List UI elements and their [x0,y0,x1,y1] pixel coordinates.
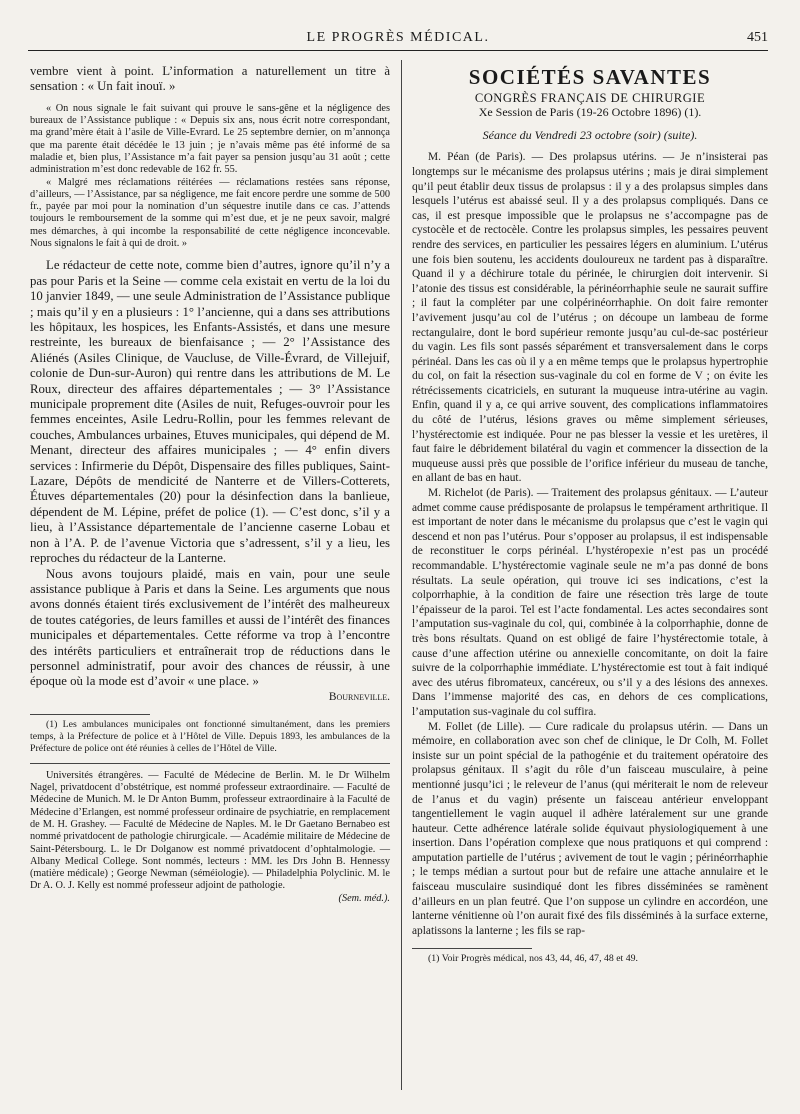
page-number: 451 [747,30,768,45]
congress-title: CONGRÈS FRANÇAIS DE CHIRURGIE [474,90,706,105]
column-separator [401,60,402,1090]
pean-paragraph: M. Péan (de Paris). — Des prolapsus utérins. — Je n’insisterai pas longtemps sur le mécanisme des prolapsus utérins ; mais je dirai simplement qu’il peut établir deux tissus de prolapsus : il y a des prolapsus simples dans lesquels l’utérus est abaissé seul. Il y a des prolapsus compliqués. Dans ce cas, il est presque impossible que le prolapsus ne s’accompagne pas de cystocèle et de rectocèle. Contre les prolapsus simples, les pessaires peuvent rendre des services, en particulier les pessaires légers en aluminium. L’utérus une fois bien soutenu, les accidents douloureux ne tardent pas à disparaître. Quand il y a déchirure totale du périnée, le chirurgien doit intervenir. Si l’atonie des tissus est considérable, la périnéorrhaphie seule ne saurait suffire ; il faut la compléter par une colpérinéorrhaphie. On doit faire remonter l’avivement jusqu’au col de l’utérus ; on découpe un lambeau de forme rectangulaire, dont le bord supérieur remonte jusqu’au cul-de-sac postérieur du vagin. Les fils sont passés séparément et transversalement dans le corps périnéal. Dans les cas où il y a en même temps que le prolapsus hypertrophie du col, on fait la résection sus-vaginale du col en forme de V ; on évite les rétrécissements cicatriciels, en suturant la muqueuse intra-utérine au vagin. Enfin, quand il y a, ce qui arrive souvent, des complications inflammatoires du côté de l’utérus, lésions graves ou même simplement sérieuses, l’hystérectomie est indiquée. Pour ne pas blesser la vessie et les uretères, il faut faire le débridement bilatéral du vagin et commencer la dissection de la muqueuse aussi près que possible de l’orifice inférieur du museau de tanche, en allant de bas en haut. [412,151,768,485]
left-footnote: (1) Les ambulances municipales ont fonctionné simultanément, dans les premiers temps, à la Préfecture de police et à l’Hôtel de Ville. Depuis 1893, les ambulances de la Préfecture de police ont été réunies à celles de l’Hôtel de Ville. [30,719,390,754]
richelot-paragraph: M. Richelot (de Paris). — Traitement des prolapsus génitaux. — L’auteur admet comme cause prédisposante de prolapsus le tempérament arthritique. Il est important de noter dans le mécanisme du prolapsus que c’est le vagin qui descend et non pas l’utérus. Pour s’opposer au prolapsus, il est indispensable de reconstituer le corps périnéal. L’hystéropexie n’est pas un procédé recommandable. L’hystérectomie vaginale seule ne m’a pas donné de bons résultats. La seule opération, qui trouve ici ses indications, c’est la colporrhaphie, à la condition de faire une résection très large de toute l’épaisseur de la paroi. Tel est l’acte fondamental. Les actes secondaires sont l’amputation sus-vaginale du col, qui, combinée à la colporrhaphie, donne de très bons résultats. Quand on est obligé de faire l’hystérectomie totale, à cause d’une affection utérine ou annexielle concomitante, on doit la faire suivre de la colporrhaphie immédiate. L’hystérectomie est tout à fait indiqué avec des utérus fibromateux, cancéreux, ou s’il y a des lésions des annexes. Dans l’immense majorité des cas, en dehors de ces complications, l’amputation sus-vaginale du col suffira. [412,487,768,718]
source-credit: (Sem. méd.). [338,892,390,904]
quote-paragraph-2: « Malgré mes réclamations réitérées — réclamations restées sans réponse, d’ailleurs, — l’Assistance, par sa négligence, me fait encore perdre une somme de 500 fr., payée par moi pour la nomination d’un séquestre inutile dans ce cas. J’attends toujours le remboursement de la somme qui m’est due, et je ne peux savoir, malgré mes démarches, à qui incombe la responsabilité de cette négligence inconcevable. Nous signalons le fait à qui de droit. » [30,176,390,250]
section-title: SOCIÉTÉS SAVANTES [468,65,712,89]
quote-paragraph-1: « On nous signale le fait suivant qui prouve le sans-gêne et la négligence des bureaux de l’Assistance publique : « Depuis six ans, nous écrit notre correspondant, ma grand’mère était à l’asile de Ville-Evrard. Le 25 septembre dernier, on m’annonça que ma parente était décédée le 13 juin ; je n’avais même pas été informé de sa maladie et, bien plus, l’Assistance m’a fait payer sa pension jusqu’au 31 août ; cette administration m’est donc redevable de 162 fr. 55. [30,102,390,176]
header-rule [28,50,768,51]
session-line: Xe Session de Paris (19-26 Octobre 1896) (1). [478,105,702,120]
universites-etrangeres: Universités étrangères. — Faculté de Médecine de Berlin. M. le Dr Wilhelm Nagel, privatdocent d’obstétrique, est nommé professeur extraordinaire. — Faculté de Médecine de Munich. M. le Dr Anton Bumm, professeur extraordinaire à la Faculté de Médecine d’Erlangen, est nommé professeur ordinaire de psychiatrie, en remplacement de M. H. Grashey. — Faculté de Médecine de Naples. M. le Dr Gaetano Bernabeo est nommé privatdocent de pathologie chirurgicale. — Académie militaire de Médecine de Saint-Pétersbourg. L. le Dr Dolganow est nommé privatdocent d’ophtalmologie. — Albany Medical College. Sont nommés, lecteurs : MM. les Drs John B. Hennessy (matière médicale) ; George Newman (séméiologie). — Philadelphia Polyclinic. M. le Dr A. O. J. Kelly est nommé professeur adjoint de pathologie. [30,769,390,892]
left-column [30,64,390,905]
journal-title: LE PROGRÈS MÉDICAL. [306,30,490,45]
lead-paragraph: vembre vient à point. L’information a naturellement un titre à sensation : « Un fait inouï. » [30,64,390,94]
right-footnote-rule [412,948,532,949]
running-header [28,30,768,52]
footnote-rule [30,714,150,715]
body-paragraph-1: Le rédacteur de cette note, comme bien d’autres, ignore qu’il n’y a pas pour Paris et la Seine — comme cela existait en vertu de la loi du 10 janvier 1849, — une seule Administration de l’Assistance publique ; mais qu’il y en a plusieurs : 1° l’ancienne, qui a dans ses attributions les hôpitaux, les hospices, les Enfants-Assistés, et dans une mesure restreinte, les bureaux de bienfaisance ; — 2° l’Assistance des Aliénés (Asiles Clinique, de Vaucluse, de Ville-Évrard, de Villejuif, colonie de Dun-sur-Auron) qui rentre dans les attributions de M. Le Roux, directeur des affaires départementales ; — 3° l’Assistance municipale proprement dite (Asiles de nuit, Refuges-ouvroir pour les femmes enceintes, Asile Ledru-Rollin, pour les femmes relevant de couches, Ambulances urbaines, Etuves municipales, qui dépend de M. Menant, directeur des affaires municipales ; — 4° enfin divers services : Infirmerie du Dépôt, Dispensaire des filles publiques, Saint-Lazare, Dépôts de mendicité de Nanterre et de Villers-Cotterets, Étuves départementales (20) pour la désinfection dans la banlieue, dépendent de M. Lépine, préfet de police (1). — C’est donc, s’il y a lieu, à l’Assistance départementale de l’ancienne caserne Lobau et non à l’A. P. de l’avenue Victoria que s’adressent, s’il y a lieu, les reproches du rédacteur de la Lanterne. [30,258,390,566]
signature: Bourneville. [328,690,390,703]
body-paragraph-2: Nous avons toujours plaidé, mais en vain, pour une seule assistance publique à Paris et dans la Seine. Les arguments que nous avons donnés étaient tirés exclusivement de l’intérêt des malheureux de toutes catégories, de leurs familles et aussi de l’intérêt des finances municipales et départementales. Cette réforme va trop à l’encontre des intérêts particuliers et entraînerait trop de réductions dans le personnel administratif, pour avoir des chances de réussir, à une époque où la mode est d’avoir « une place. » [30,566,390,689]
seance-line: Séance du Vendredi 23 octobre (soir) (suite). [482,127,698,142]
section-rule [30,763,390,764]
right-footnote: (1) Voir Progrès médical, nos 43, 44, 46, 47, 48 et 49. [428,953,638,965]
follet-paragraph: M. Follet (de Lille). — Cure radicale du prolapsus utérin. — Dans un mémoire, en collaboration avec son chef de clinique, le Dr Colh, M. Follet insiste sur un point spécial de la pathogénie et du traitement opératoire des prolapsus génitaux. Il s’agit du rôle d’un faisceau musculaire, à peine mentionné jusqu’ici ; le releveur de l’anus (qui mériterait le nom de releveur de l’anus et du vagin) présente un faisceau antérieur enveloppant tangentiellement le vagin auquel il adhère latéralement sur une grande hauteur. Cette adhérence latérale solide équivaut physiologiquement à une insertion. Dans l’opération complexe que nous pratiquons et qui comprend : amputation partielle de l’utérus ; avivement de tout le vagin ; périnéorrhaphie ; le temps médian a surtout pour but de refaire une attache annulaire et le faisceau musculaire susindiqué dont les fibres disséminées se ramènent d’ailleurs en un plan feutré. Que l’on suppose un cylindre en accordéon, une lanterne vénitienne où l’on aurait fixé des fils disséminés à la surface externe, aplatissons la lanterne ; les fils se rap- [412,720,768,937]
right-column [412,64,768,965]
